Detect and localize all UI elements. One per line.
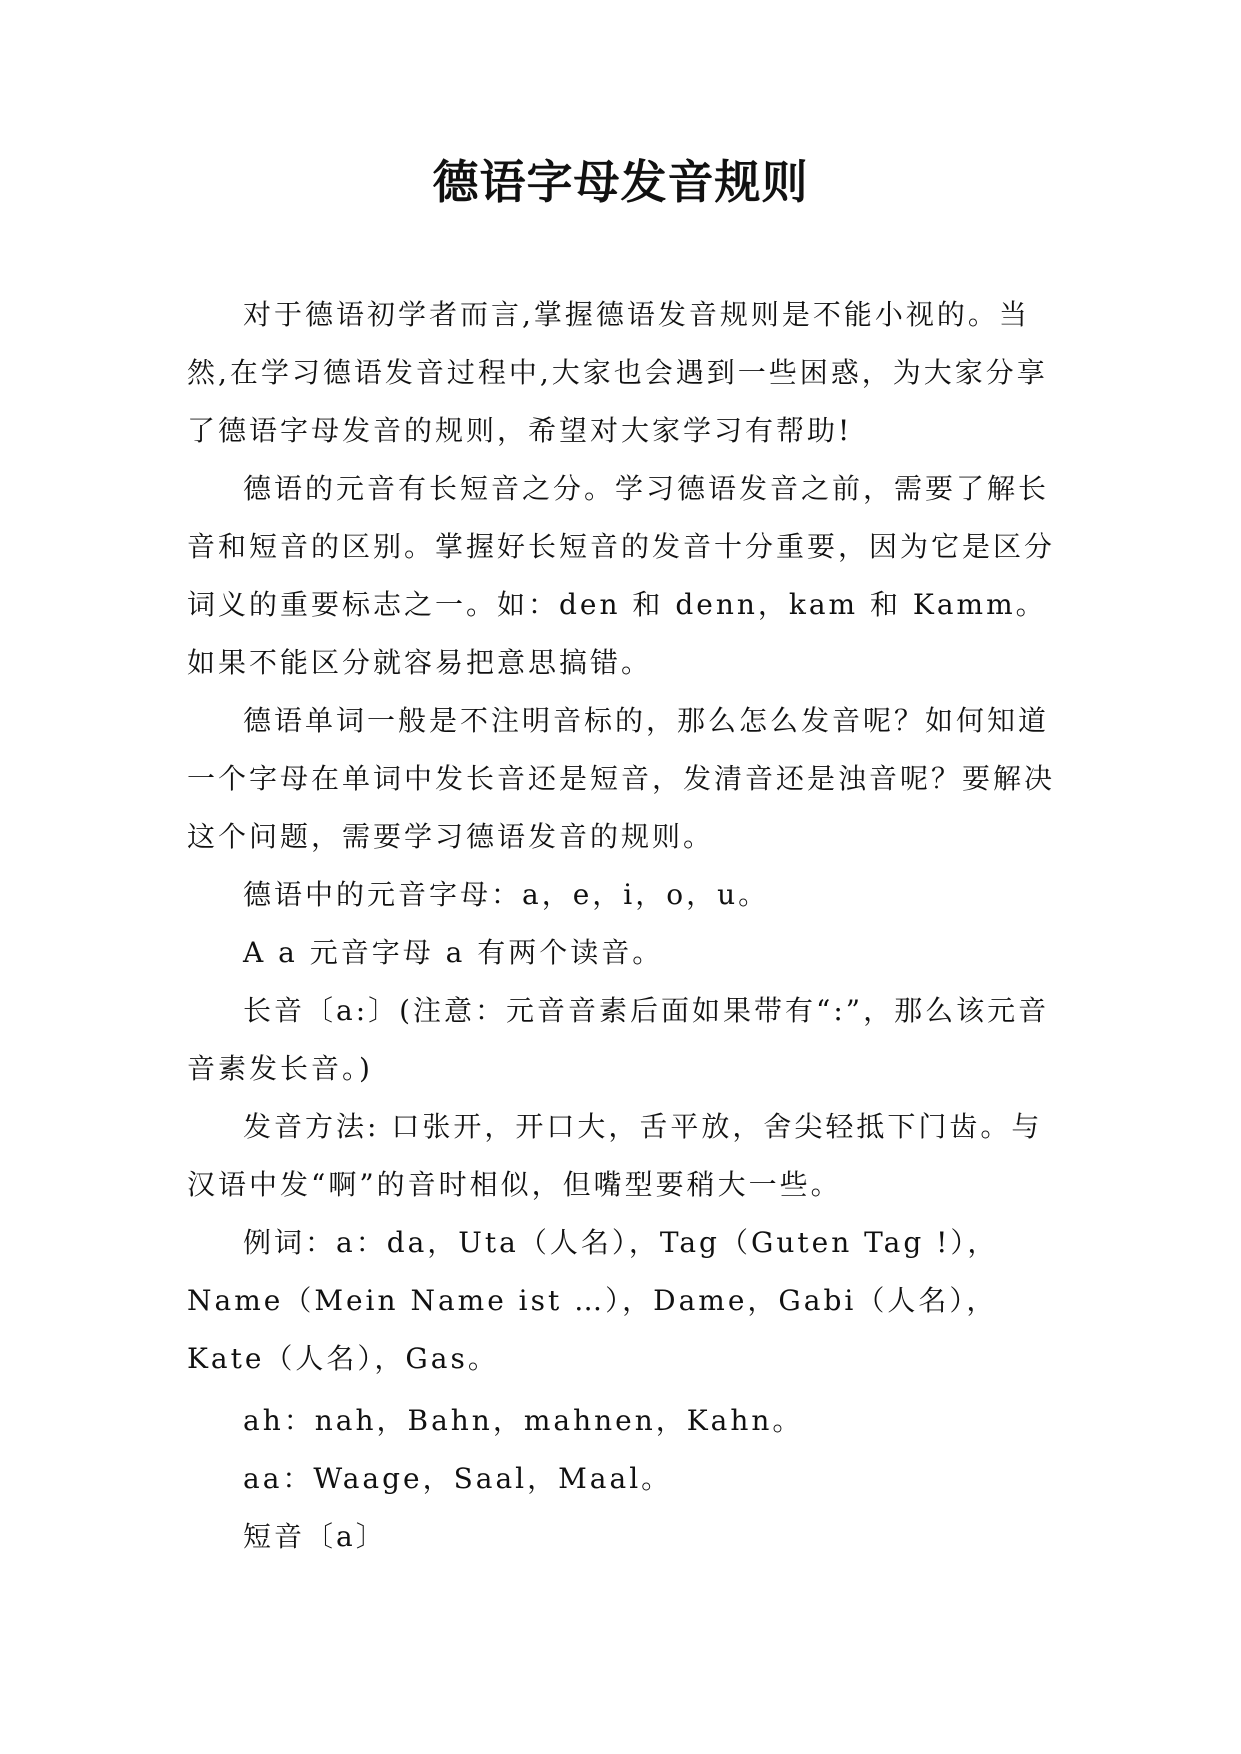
paragraph-short-a: 短音〔a〕 [243, 1520, 387, 1553]
paragraph-examples: 例词：a：da，Uta（人名），Tag（Guten Tag !），Name（Mein Name ist …），Dame，Gabi（人名），Kate（人名），Gas。 [187, 1226, 999, 1375]
paragraph-vowel-letters: 德语中的元音字母：a，e，i，o，u。 [243, 878, 770, 911]
page-title: 德语字母发音规则 [432, 155, 809, 209]
paragraph-pronunciation-rules: 德语单词一般是不注明音标的，那么怎么发音呢？如何知道一个字母在单词中发长音还是短音，发清音还是浊音呢？要解决这个问题，需要学习德语发音的规则。 [187, 704, 1056, 853]
document-body [187, 286, 1067, 1566]
paragraph-letter-a: A a 元音字母 a 有两个读音。 [243, 936, 664, 969]
paragraph-long-a: 长音〔a:〕(注意：元音音素后面如果带有“:”，那么该元音音素发长音。) [187, 994, 1050, 1085]
paragraph-intro: 对于德语初学者而言,掌握德语发音规则是不能小视的。当然,在学习德语发音过程中,大家也会遇到一些困惑，为大家分享了德语字母发音的规则，希望对大家学习有帮助! [187, 298, 1048, 447]
paragraph-long-short-vowels: 德语的元音有长短音之分。学习德语发音之前，需要了解长音和短音的区别。掌握好长短音的发音十分重要，因为它是区分词义的重要标志之一。如：den 和 denn，kam 和 Kamm。如果不能区分就容易把意思搞错。 [187, 472, 1056, 679]
paragraph-examples-ah: ah：nah，Bahn，mahnen，Kahn。 [243, 1404, 804, 1437]
paragraph-method: 发音方法: 口张开，开口大，舌平放，舍尖轻抵下门齿。与汉语中发“啊”的音时相似，但嘴型要稍大一些。 [187, 1110, 1043, 1201]
paragraph-examples-aa: aa：Waage，Saal，Maal。 [243, 1462, 673, 1495]
